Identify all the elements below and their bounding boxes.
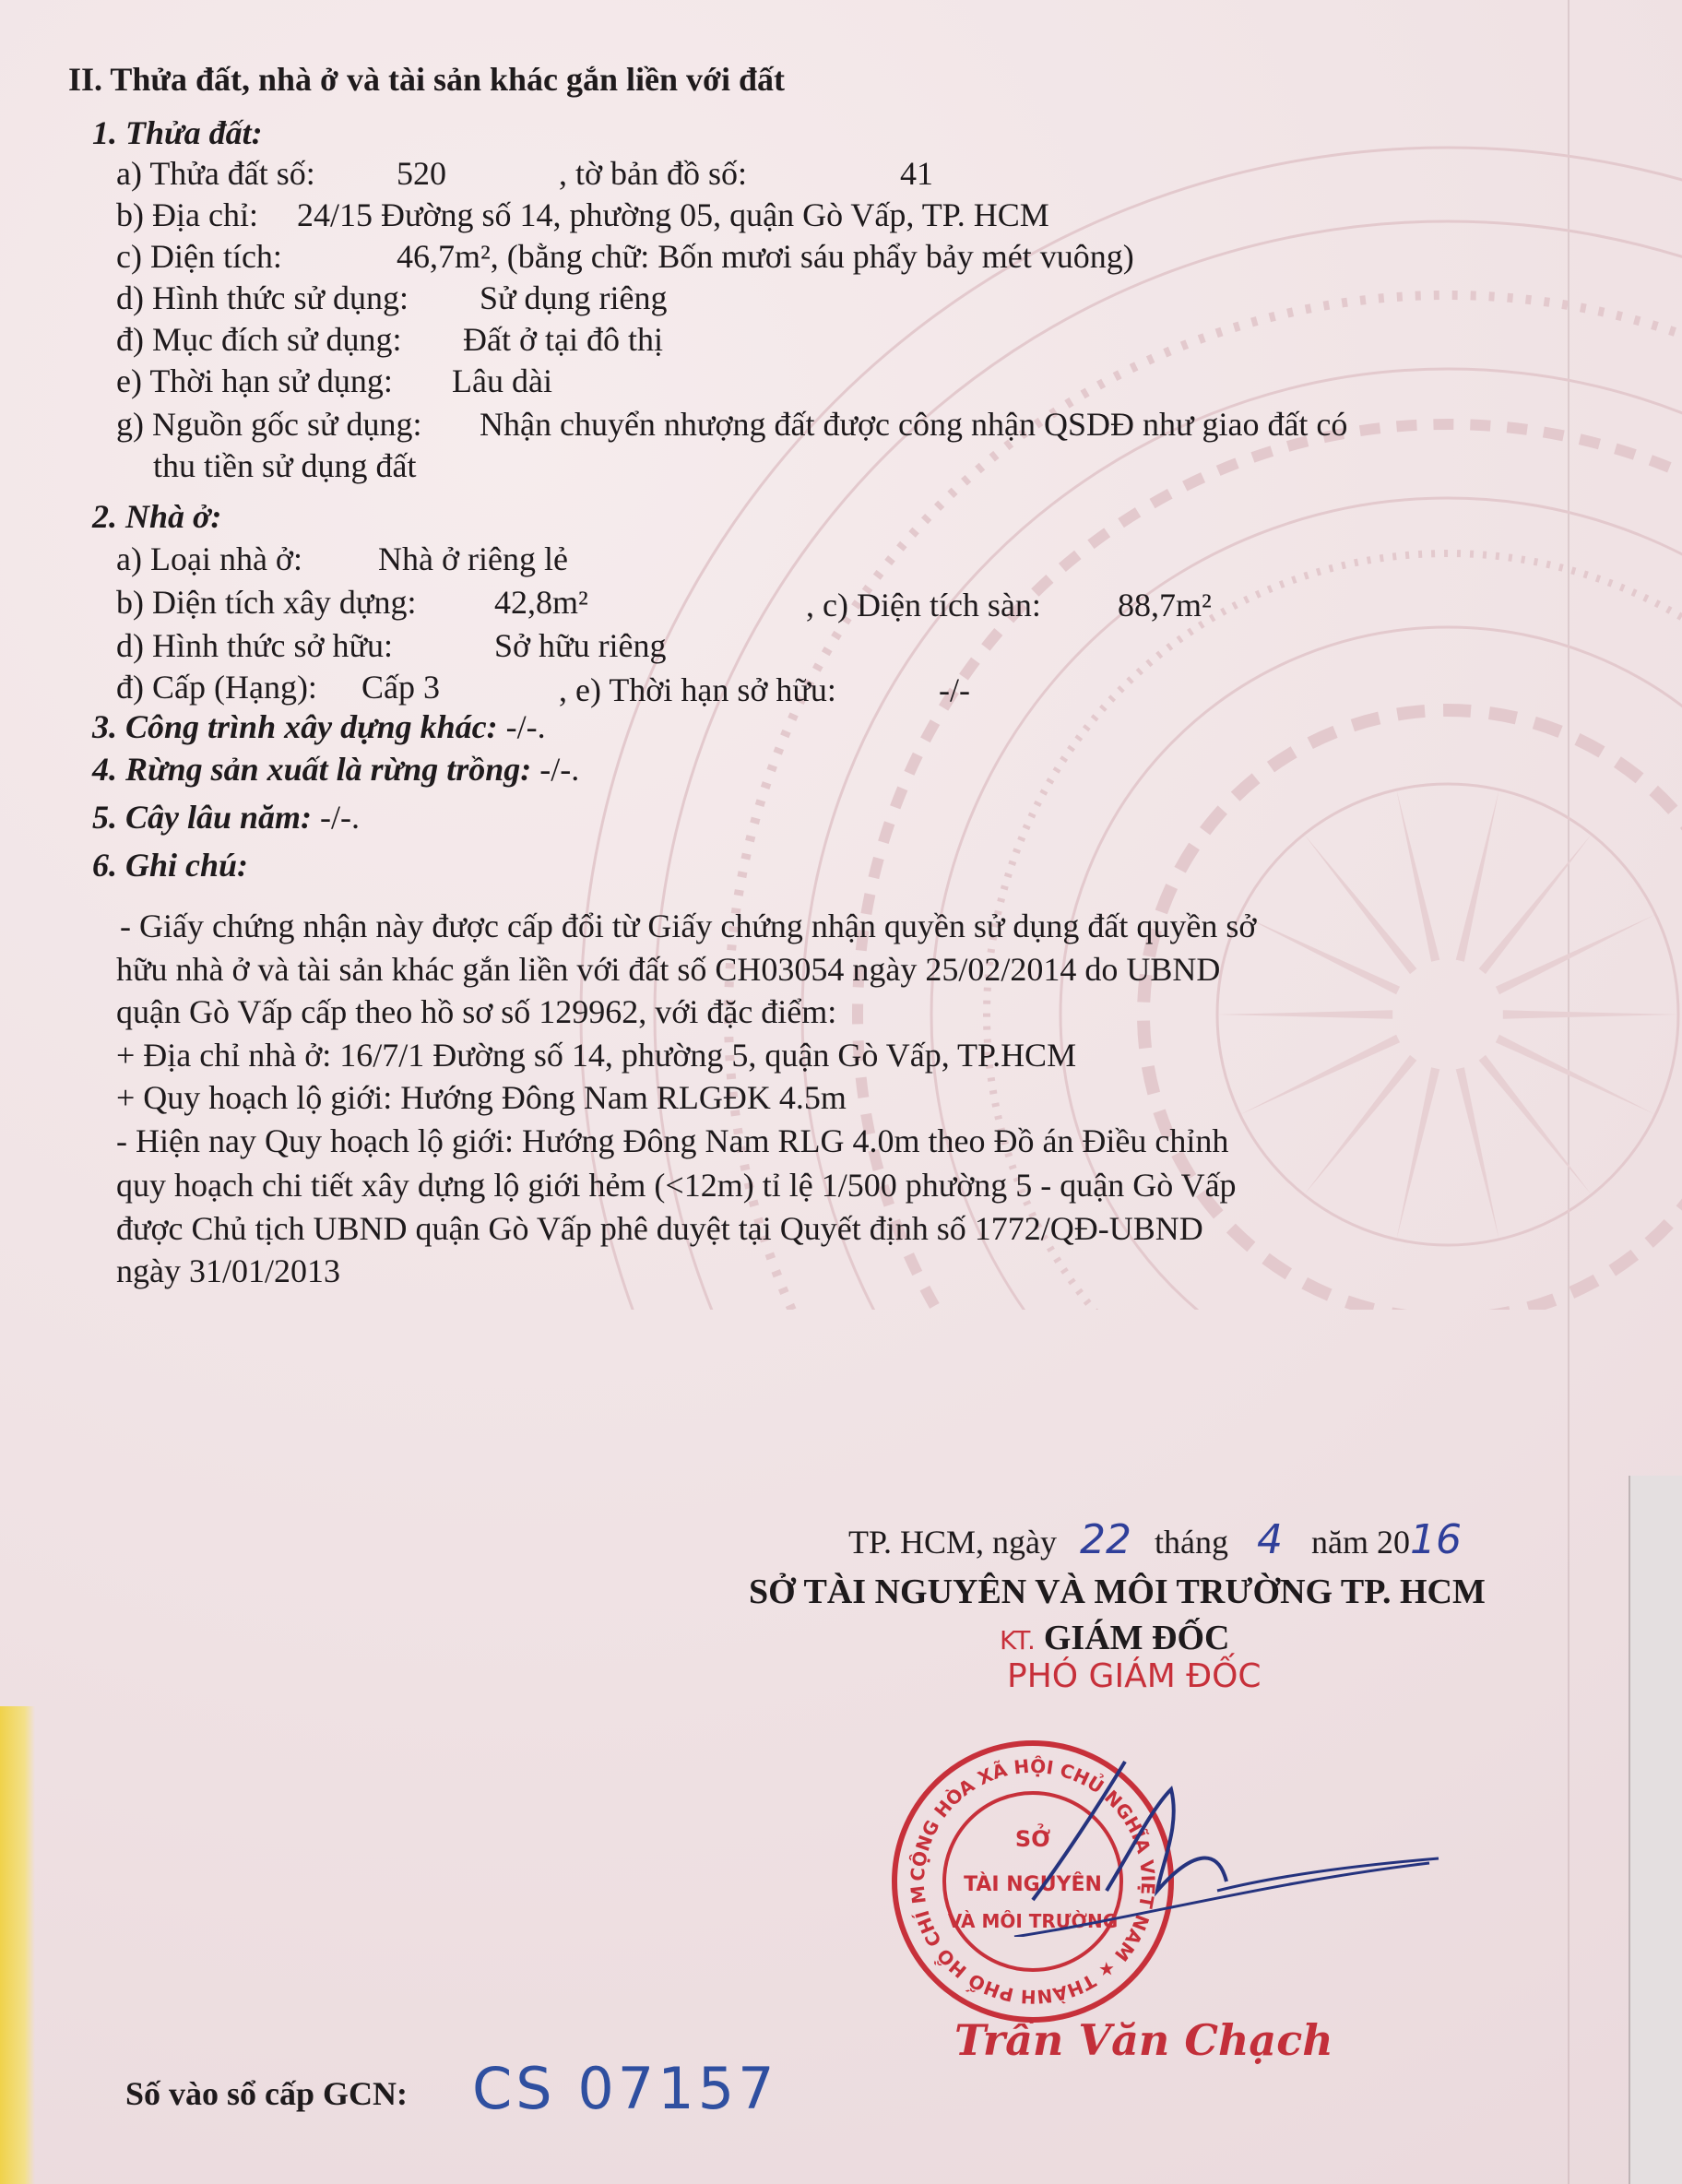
drum-star-ray xyxy=(1396,789,1439,961)
svg-text:TÀI NGUYÊN: TÀI NGUYÊN xyxy=(964,1873,1102,1896)
purpose-value: Đất ở tại đô thị xyxy=(463,321,664,358)
ownership-term-label: , e) Thời hạn sở hữu: xyxy=(559,671,836,708)
ownership-value: Sở hữu riêng xyxy=(494,627,667,664)
drum-star-ray xyxy=(1396,1067,1439,1239)
house-heading: 2. Nhà ở: xyxy=(92,498,222,535)
registry-number: CS 07157 xyxy=(472,2055,778,2122)
perennial-row xyxy=(92,799,360,836)
parcel-number: 520 xyxy=(397,155,446,192)
other-construction-heading: 3. Công trình xây dựng khác: xyxy=(92,708,498,745)
use-form-value: Sử dụng riêng xyxy=(480,279,668,316)
house-type-label: a) Loại nhà ở: xyxy=(116,540,302,577)
kt-mark: KT. xyxy=(1000,1625,1036,1656)
area-label: c) Diện tích: xyxy=(116,238,282,275)
address-value: 24/15 Đường số 14, phường 05, quận Gò Vấp, TP. HCM xyxy=(297,196,1049,233)
issue-month: 4 xyxy=(1257,1516,1284,1563)
ownership-label: d) Hình thức sở hữu: xyxy=(116,627,394,664)
forest-heading: 4. Rừng sản xuất là rừng trồng: xyxy=(92,751,532,788)
adjacent-page-edge xyxy=(1629,1476,1682,2184)
grade-label: đ) Cấp (Hạng): xyxy=(116,669,317,706)
note-line: hữu nhà ở và tài sản khác gắn liền với đất số CH03054 ngày 25/02/2014 do UBND xyxy=(116,951,1221,988)
drum-star-ray xyxy=(1456,789,1499,961)
registry-label: Số vào sổ cấp GCN: xyxy=(125,2075,409,2112)
svg-text:VÀ MÔI TRƯỜNG: VÀ MÔI TRƯỜNG xyxy=(947,1910,1119,1932)
origin-value-line2: thu tiền sử dụng đất xyxy=(153,447,417,484)
origin-label: g) Nguồn gốc sử dụng: xyxy=(116,406,422,443)
note-line: - Giấy chứng nhận này được cấp đổi từ Giấy chứng nhận quyền sử dụng đất quyền sở xyxy=(120,908,1257,944)
forest-value: -/-. xyxy=(539,751,580,788)
area-value: 46,7m², (bằng chữ: Bốn mươi sáu phẩy bảy mét vuông) xyxy=(397,238,1134,275)
note-line: ngày 31/01/2013 xyxy=(116,1252,340,1289)
place-date-prefix: TP. HCM, ngày xyxy=(848,1524,1058,1561)
other-construction-value: -/-. xyxy=(505,708,546,745)
grade-value: Cấp 3 xyxy=(361,669,440,706)
build-area-value: 42,8m² xyxy=(494,584,588,621)
purpose-label: đ) Mục đích sử dụng: xyxy=(116,321,402,358)
floor-area-label: , c) Diện tích sàn: xyxy=(806,587,1041,623)
other-construction-row xyxy=(92,708,546,745)
term-label: e) Thời hạn sử dụng: xyxy=(116,362,393,399)
yellow-background-edge xyxy=(0,1706,35,2184)
map-sheet-label: , tờ bản đồ số: xyxy=(559,155,748,192)
issue-day: 22 xyxy=(1080,1516,1132,1563)
drum-star-ray xyxy=(1503,1010,1678,1018)
svg-text:SỞ: SỞ xyxy=(1014,1826,1051,1852)
ownership-term-value: -/- xyxy=(939,671,970,708)
issue-date-row xyxy=(848,1516,1462,1563)
issue-year-suffix: 16 xyxy=(1410,1516,1462,1563)
note-line: quận Gò Vấp cấp theo hồ sơ số 129962, với đặc điểm: xyxy=(116,993,837,1030)
address-label: b) Địa chỉ: xyxy=(116,196,258,233)
handwritten-signature xyxy=(996,1752,1475,1937)
drum-star-ray xyxy=(1217,1010,1392,1018)
build-area-label: b) Diện tích xây dựng: xyxy=(116,584,417,621)
director-row xyxy=(1000,1620,1229,1659)
note-line: - Hiện nay Quy hoạch lộ giới: Hướng Đông Nam RLG 4.0m theo Đồ án Điều chỉnh xyxy=(116,1122,1229,1159)
drum-star-ray xyxy=(1456,1067,1499,1239)
perennial-heading: 5. Cây lâu năm: xyxy=(92,799,313,836)
note-line: quy hoạch chi tiết xây dựng lộ giới hẻm (<12m) tỉ lệ 1/500 phường 5 - quận Gò Vấp xyxy=(116,1167,1237,1204)
note-line: + Địa chỉ nhà ở: 16/7/1 Đường số 14, phường 5, quận Gò Vấp, TP.HCM xyxy=(116,1037,1077,1074)
use-form-label: d) Hình thức sử dụng: xyxy=(116,279,409,316)
signer-name: Trần Văn Chạch xyxy=(954,2015,1333,2065)
map-sheet-number: 41 xyxy=(900,155,933,192)
perennial-value: -/-. xyxy=(320,799,361,836)
director-title: GIÁM ĐỐC xyxy=(1043,1619,1230,1657)
land-heading: 1. Thửa đất: xyxy=(92,114,263,151)
parcel-label: a) Thửa đất số: xyxy=(116,155,315,192)
term-value: Lâu dài xyxy=(452,362,552,399)
month-label: tháng xyxy=(1155,1524,1229,1561)
house-type-value: Nhà ở riêng lẻ xyxy=(378,540,568,577)
svg-text:CỘNG HÒA XÃ HỘI CHỦ NGHĨA VIỆT: CỘNG HÒA XÃ HỘI CHỦ NGHĨA VIỆT NAM ★ THÀNH PHỐ HỒ CHÍ M xyxy=(906,1754,1160,2009)
forest-row xyxy=(92,751,579,788)
origin-value-line1: Nhận chuyển nhượng đất được công nhận QSDĐ như giao đất có xyxy=(480,406,1348,443)
note-line: được Chủ tịch UBND quận Gò Vấp phê duyệt tại Quyết định số 1772/QĐ-UBND xyxy=(116,1210,1203,1247)
issuing-agency: SỞ TÀI NGUYÊN VÀ MÔI TRƯỜNG TP. HCM xyxy=(749,1573,1486,1611)
floor-area-value: 88,7m² xyxy=(1118,587,1212,623)
section-title: II. Thửa đất, nhà ở và tài sản khác gắn liền với đất xyxy=(68,61,786,98)
notes-heading: 6. Ghi chú: xyxy=(92,847,249,884)
note-line: + Quy hoạch lộ giới: Hướng Đông Nam RLGĐK 4.5m xyxy=(116,1079,847,1116)
year-label: năm 20 xyxy=(1311,1524,1410,1561)
deputy-director-title: PHÓ GIÁM ĐỐC xyxy=(1007,1657,1262,1695)
